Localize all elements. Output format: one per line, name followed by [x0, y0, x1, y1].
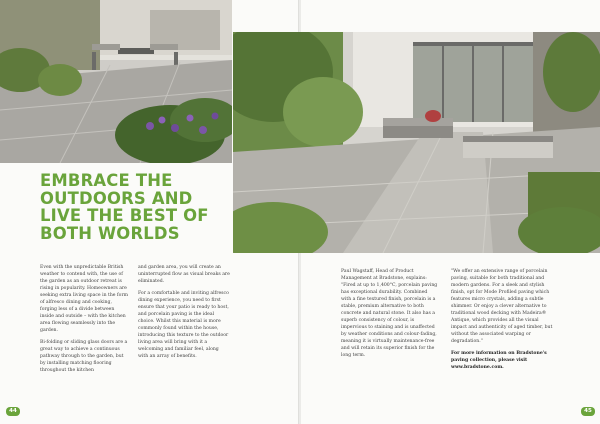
garden-photo-right: [233, 32, 600, 253]
headline-line-3: LIVE THE BEST OF: [40, 206, 209, 226]
right-column-2: [451, 268, 553, 376]
headline-line-4: BOTH WORLDS: [40, 223, 180, 243]
right-column-1: [341, 268, 439, 364]
left-col2-paragraph-2: For a comfortable and inviting alfresco dining experience, you need to first ensure that your patio is ready to host, and porcelain paving is the ideal choice. Whilst this material is more commonly found within the house, introducing this texture to the outdoor living area will bring with it a welcoming and familiar feel, along with an array of benefits.: [138, 291, 229, 359]
right-col2-paragraph-1: "We offer an extensive range of porcelain paving, suitable for both traditional and modern gardens. For a sleek and stylish finish, opt for Mode Profiled paving which features micro crystals, adding a subtle shimmer. Or enjoy a clever alternative to traditional wood decking with Madeira® Antique, which provides all the visual impact and authenticity of aged timber, but without the associated warping or degradation.": [451, 269, 553, 344]
page-number-right: 45: [581, 407, 595, 416]
headline: [40, 172, 230, 242]
page-number-left: 44: [6, 407, 20, 416]
garden-photo-left: [0, 0, 232, 163]
left-column-2: [138, 264, 230, 365]
headline-line-1: EMBRACE THE: [40, 171, 173, 190]
right-col1-paragraph-1: Paul Wagstaff, Head of Product Management at Bradstone, explains: "Fired at up to 1,400°C, porcelain paving has exceptional durability. Combined with a fine textured finish, porcelain is a stable, premium alternative to both concrete and natural stone. It also has a superb consistency of colour, is impervious to staining and is unaffected by weather conditions and colour-fading, meaning it is virtually maintenance-free and will retain its superior finish for the long term.: [341, 269, 438, 358]
headline-line-2: OUTDOORS AND: [40, 188, 193, 208]
left-col1-paragraph-1: Even with the unpredictable British weather to contend with, the use of the garden as an outdoor retreat is rising in popularity. Homeowners are seeking extra living space in the form of alfresco dining and cooking, forging less of a divide between inside and outside – with the kitchen area flowing seamlessly into the garden.: [40, 265, 128, 333]
left-column-1: [40, 264, 128, 379]
left-col1-paragraph-2: Bi-folding or sliding glass doors are a great way to achieve a continuous pathway through to the garden, but by installing matching flooring throughout the kitchen: [40, 340, 128, 373]
right-col2-paragraph-2: For more information on Bradstone's paving collection, please visit www.bradstone.com.: [451, 351, 547, 370]
left-col2-paragraph-1: and garden area, you will create an uninterrupted flow as visual breaks are eliminated.: [138, 265, 230, 284]
right-page: [301, 0, 600, 424]
